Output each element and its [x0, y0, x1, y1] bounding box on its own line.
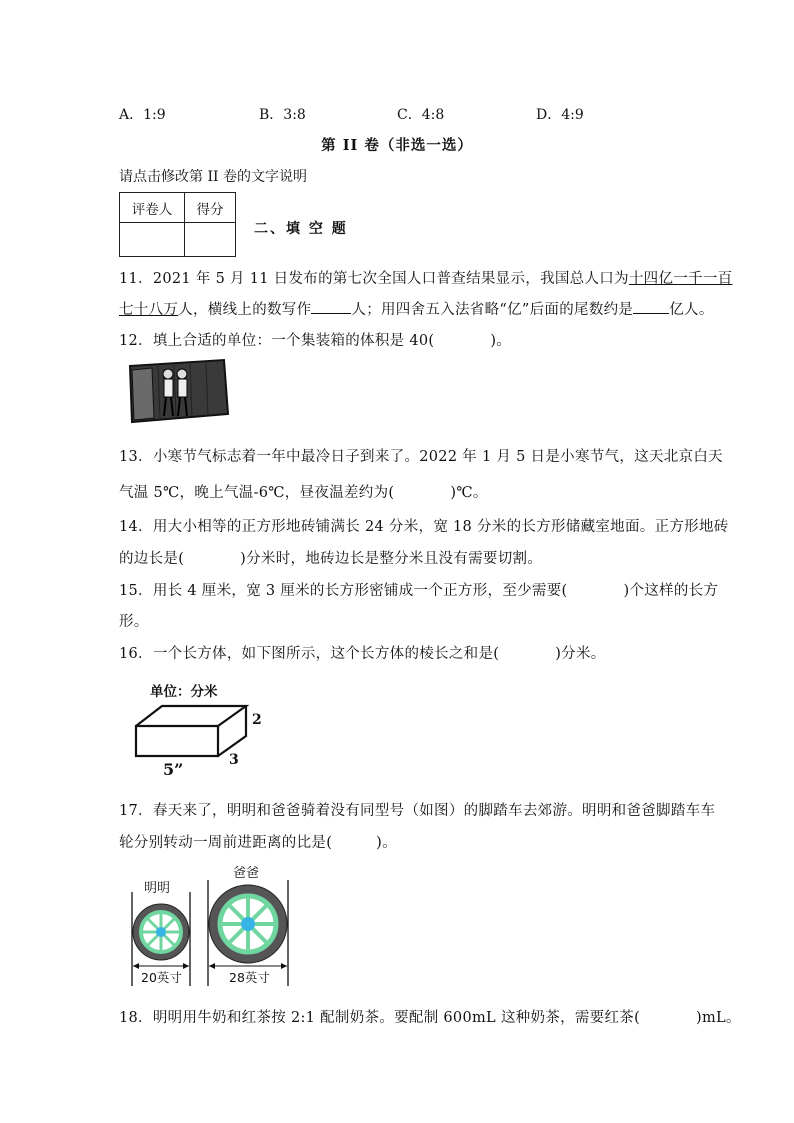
- q11-text-3: 人；用四舍五入法省略“亿”后面的尾数约是: [351, 302, 634, 318]
- q16-text-end: )分米。: [555, 646, 606, 662]
- q11-text-4: 亿人。: [669, 302, 714, 318]
- option-d: D．4:9: [536, 107, 584, 123]
- question-14-line1: 14．用大小相等的正方形地砖铺满长 24 分米，宽 18 分米的长方形储藏室地面。正方形地砖: [119, 519, 729, 535]
- part-title: 二、填 空 题: [254, 221, 348, 237]
- section-title: 第 II 卷（非选一选）: [321, 137, 473, 154]
- q14-text: 的边长是(: [119, 551, 185, 567]
- section-note[interactable]: 请点击修改第 II 卷的文字说明: [119, 169, 307, 185]
- cuboid-unit-label: 单位：分米: [150, 684, 218, 700]
- wheel-left-size: 20英寸: [141, 970, 182, 985]
- option-a: A．1:9: [119, 107, 166, 123]
- q14-text-end: )分米时，地砖边长是整分米且没有需要切割。: [240, 551, 543, 567]
- q11-blank-1[interactable]: [311, 301, 351, 314]
- q11-text-2: 人，横线上的数写作: [178, 302, 312, 318]
- wheel-left-name: 明明: [144, 881, 171, 896]
- q12-text-end: )。: [490, 333, 512, 349]
- question-17-line2: [119, 831, 397, 852]
- cuboid-length-label: 5”: [163, 760, 184, 779]
- q17-text: 轮分别转动一周前进距离的比是(: [119, 835, 333, 851]
- score-table-header-grader: 评卷人: [120, 193, 185, 223]
- score-table-cell-score[interactable]: [185, 223, 236, 257]
- shipping-container-image: [128, 358, 232, 424]
- q15-text: 15．用长 4 厘米，宽 3 厘米的长方形密铺成一个正方形，至少需要(: [119, 583, 568, 599]
- score-table-cell-grader[interactable]: [120, 223, 185, 257]
- wheel-right-size: 28英寸: [229, 970, 270, 985]
- q11-underlined-number-cont: 七十八万: [119, 302, 179, 318]
- question-12: [119, 329, 511, 350]
- q11-blank-2[interactable]: [633, 301, 669, 314]
- score-table-header-score: 得分: [185, 193, 236, 223]
- question-13-line1: 13．小寒节气标志着一年中最冷日子到来了。2022 年 1 月 5 日是小寒节气，这天北京白天: [119, 449, 723, 465]
- score-table: [119, 192, 236, 257]
- q16-text: 16．一个长方体，如下图所示，这个长方体的棱长之和是(: [119, 646, 500, 662]
- cuboid-width-label: 3: [229, 752, 239, 768]
- question-17-line1: 17．春天来了，明明和爸爸骑着没有同型号（如图）的脚踏车去郊游。明明和爸爸脚踏车车: [119, 803, 716, 819]
- cuboid-length-value: 5: [163, 760, 175, 779]
- q15-text-end: )个这样的长方: [623, 583, 719, 599]
- question-18: [119, 1006, 741, 1027]
- option-c: C．4:8: [397, 107, 445, 123]
- question-15-line2: 形。: [119, 614, 149, 630]
- cuboid-height-label: 2: [252, 712, 262, 728]
- q18-text: 18．明明用牛奶和红茶按 2:1 配制奶茶。要配制 600mL 这种奶茶，需要红茶(: [119, 1010, 641, 1026]
- question-11-line1: [119, 267, 732, 288]
- q12-text: 12．填上合适的单位：一个集装箱的体积是 40(: [119, 333, 435, 349]
- q17-text-end: )。: [376, 835, 397, 851]
- option-b: B．3:8: [259, 107, 306, 123]
- q11-text: 11．2021 年 5 月 11 日发布的第七次全国人口普查结果显示，我国总人口为: [119, 271, 629, 287]
- question-11-line2: [119, 298, 714, 319]
- question-13-line2: [119, 481, 488, 502]
- wheel-right-name: 爸爸: [233, 866, 260, 881]
- question-14-line2: [119, 547, 542, 568]
- question-16: [119, 642, 606, 663]
- q18-text-end: )mL。: [696, 1010, 741, 1026]
- q13-text-end: )℃。: [450, 485, 488, 501]
- q13-text: 气温 5℃，晚上气温-6℃，昼夜温差约为(: [119, 485, 395, 501]
- question-15-line1: [119, 579, 718, 600]
- q11-underlined-number: 十四亿一千一百: [628, 271, 733, 287]
